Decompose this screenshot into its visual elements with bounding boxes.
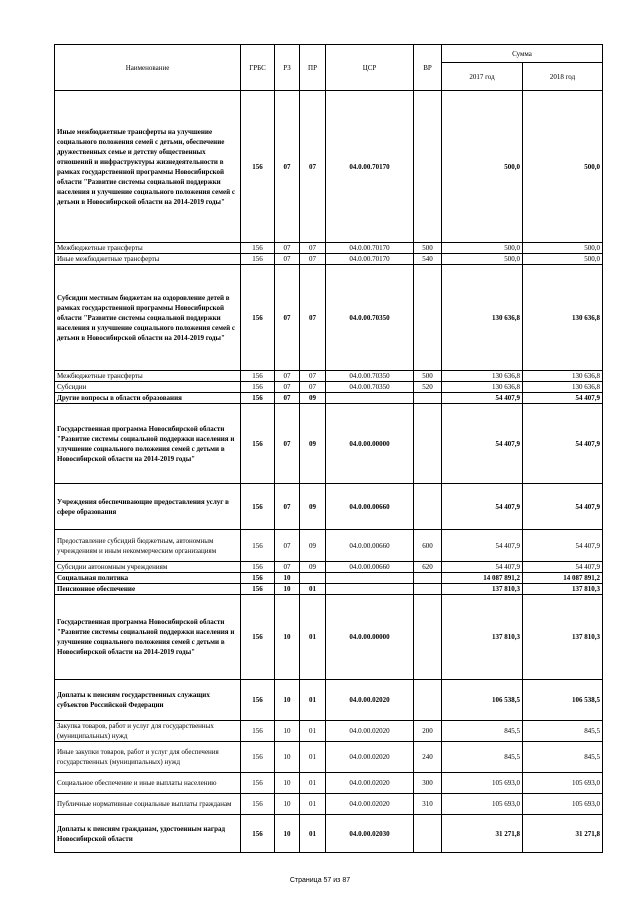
table-row xyxy=(55,404,603,484)
cell-grbs: 156 xyxy=(241,595,275,680)
cell-vr: 240 xyxy=(414,742,442,773)
cell-name: Социальное обеспечение и иные выплаты населению xyxy=(55,773,241,794)
cell-rz: 07 xyxy=(275,484,300,530)
cell-name: Иные закупки товаров, работ и услуг для обеспечения государственных (муниципальных) нужд xyxy=(55,742,241,773)
cell-s2018: 500,0 xyxy=(523,243,603,254)
cell-s2017: 106 538,5 xyxy=(442,680,523,721)
cell-pr: 01 xyxy=(300,721,326,742)
cell-s2017: 105 693,0 xyxy=(442,773,523,794)
table-row xyxy=(55,91,603,243)
cell-name: Другие вопросы в области образования xyxy=(55,393,241,404)
cell-rz: 10 xyxy=(275,773,300,794)
header-vr: ВР xyxy=(414,45,442,91)
cell-csr xyxy=(326,573,414,584)
cell-rz: 10 xyxy=(275,573,300,584)
table-body xyxy=(55,91,603,853)
cell-pr: 07 xyxy=(300,254,326,265)
table-row xyxy=(55,773,603,794)
cell-s2017: 137 810,3 xyxy=(442,595,523,680)
table-row xyxy=(55,371,603,382)
cell-rz: 10 xyxy=(275,721,300,742)
cell-grbs: 156 xyxy=(241,371,275,382)
cell-name: Публичные нормативные социальные выплаты гражданам xyxy=(55,794,241,815)
header-sum: Сумма xyxy=(442,45,603,63)
cell-s2018: 105 693,0 xyxy=(523,773,603,794)
table-row xyxy=(55,265,603,371)
cell-rz: 07 xyxy=(275,371,300,382)
cell-pr: 09 xyxy=(300,530,326,562)
cell-s2017: 845,5 xyxy=(442,742,523,773)
cell-s2018: 845,5 xyxy=(523,721,603,742)
cell-vr: 500 xyxy=(414,243,442,254)
cell-vr xyxy=(414,484,442,530)
cell-rz: 07 xyxy=(275,404,300,484)
cell-csr: 04.0.00.02020 xyxy=(326,680,414,721)
cell-s2018: 31 271,8 xyxy=(523,815,603,853)
cell-s2018: 54 407,9 xyxy=(523,393,603,404)
cell-s2017: 500,0 xyxy=(442,243,523,254)
cell-pr: 01 xyxy=(300,680,326,721)
cell-name: Социальная политика xyxy=(55,573,241,584)
cell-pr: 01 xyxy=(300,742,326,773)
cell-name: Межбюджетные трансферты xyxy=(55,371,241,382)
cell-s2017: 845,5 xyxy=(442,721,523,742)
cell-csr: 04.0.00.02020 xyxy=(326,773,414,794)
cell-name: Государственная программа Новосибирской области "Развитие системы социальной поддержки населения и улучшение социального положения семей с детьми в Новосибирской области на 2014-2019 годы" xyxy=(55,595,241,680)
header-2017: 2017 год xyxy=(442,63,523,91)
cell-s2018: 130 636,8 xyxy=(523,371,603,382)
cell-name: Субсидии автономным учреждениям xyxy=(55,562,241,573)
cell-name: Иные межбюджетные трансферты xyxy=(55,254,241,265)
cell-s2018: 54 407,9 xyxy=(523,562,603,573)
cell-name: Пенсионное обеспечение xyxy=(55,584,241,595)
cell-grbs: 156 xyxy=(241,382,275,393)
cell-name: Иные межбюджетные трансферты на улучшение социального положения семей с детьми, обеспечение дружественных семье и детству общественных отношений и инфраструктуры жизнедеятельности в рамках государственной программы Новосибирской области "Развитие системы социальной поддержки населения и улучшение социального положения семей с детьми в Новосибирской области на 2014-2019 годы" xyxy=(55,91,241,243)
cell-csr: 04.0.00.70350 xyxy=(326,265,414,371)
cell-grbs: 156 xyxy=(241,815,275,853)
header-name: Наименование xyxy=(55,45,241,91)
cell-vr xyxy=(414,404,442,484)
cell-vr: 540 xyxy=(414,254,442,265)
cell-name: Субсидии местным бюджетам на оздоровление детей в рамках государственной программы Новосибирской области "Развитие системы социальной поддержки населения и улучшение социального положения семей с детьми в Новосибирской области на 2014-2019 годы" xyxy=(55,265,241,371)
cell-s2017: 54 407,9 xyxy=(442,562,523,573)
table-row xyxy=(55,562,603,573)
cell-rz: 10 xyxy=(275,584,300,595)
cell-s2018: 845,5 xyxy=(523,742,603,773)
cell-csr: 04.0.00.02020 xyxy=(326,742,414,773)
cell-grbs: 156 xyxy=(241,404,275,484)
cell-pr: 07 xyxy=(300,243,326,254)
cell-vr: 310 xyxy=(414,794,442,815)
cell-grbs: 156 xyxy=(241,773,275,794)
cell-vr: 600 xyxy=(414,530,442,562)
cell-pr: 07 xyxy=(300,382,326,393)
cell-grbs: 156 xyxy=(241,794,275,815)
cell-rz: 07 xyxy=(275,254,300,265)
cell-csr: 04.0.00.00660 xyxy=(326,484,414,530)
table-row xyxy=(55,595,603,680)
table-row xyxy=(55,254,603,265)
cell-vr xyxy=(414,680,442,721)
cell-grbs: 156 xyxy=(241,584,275,595)
cell-rz: 07 xyxy=(275,562,300,573)
cell-s2018: 500,0 xyxy=(523,91,603,243)
cell-rz: 07 xyxy=(275,243,300,254)
cell-csr: 04.0.00.02020 xyxy=(326,721,414,742)
table-row xyxy=(55,573,603,584)
cell-s2017: 130 636,8 xyxy=(442,265,523,371)
cell-s2017: 14 087 891,2 xyxy=(442,573,523,584)
cell-vr xyxy=(414,815,442,853)
cell-s2017: 130 636,8 xyxy=(442,382,523,393)
cell-rz: 10 xyxy=(275,680,300,721)
cell-rz: 10 xyxy=(275,794,300,815)
cell-vr: 620 xyxy=(414,562,442,573)
cell-s2017: 105 693,0 xyxy=(442,794,523,815)
cell-name: Межбюджетные трансферты xyxy=(55,243,241,254)
cell-pr: 01 xyxy=(300,794,326,815)
cell-csr: 04.0.00.70170 xyxy=(326,91,414,243)
cell-grbs: 156 xyxy=(241,680,275,721)
cell-s2017: 54 407,9 xyxy=(442,484,523,530)
cell-name: Учреждения обеспечивающие предоставления услуг в сфере образования xyxy=(55,484,241,530)
cell-s2018: 54 407,9 xyxy=(523,530,603,562)
cell-csr xyxy=(326,393,414,404)
cell-name: Предоставление субсидий бюджетным, автономным учреждениям и иным некоммерческим организациям xyxy=(55,530,241,562)
cell-grbs: 156 xyxy=(241,742,275,773)
cell-s2017: 54 407,9 xyxy=(442,530,523,562)
cell-pr: 01 xyxy=(300,815,326,853)
cell-rz: 10 xyxy=(275,595,300,680)
cell-pr: 01 xyxy=(300,773,326,794)
table-row xyxy=(55,484,603,530)
cell-grbs: 156 xyxy=(241,91,275,243)
cell-s2018: 106 538,5 xyxy=(523,680,603,721)
cell-vr: 300 xyxy=(414,773,442,794)
cell-vr: 520 xyxy=(414,382,442,393)
cell-grbs: 156 xyxy=(241,393,275,404)
table-row xyxy=(55,815,603,853)
header-pr: ПР xyxy=(300,45,326,91)
cell-pr xyxy=(300,573,326,584)
cell-s2018: 130 636,8 xyxy=(523,265,603,371)
cell-s2018: 14 087 891,2 xyxy=(523,573,603,584)
cell-rz: 07 xyxy=(275,265,300,371)
cell-grbs: 156 xyxy=(241,562,275,573)
cell-pr: 01 xyxy=(300,584,326,595)
cell-vr xyxy=(414,584,442,595)
cell-csr: 04.0.00.00660 xyxy=(326,562,414,573)
cell-s2018: 500,0 xyxy=(523,254,603,265)
header-csr: ЦСР xyxy=(326,45,414,91)
cell-grbs: 156 xyxy=(241,530,275,562)
cell-vr xyxy=(414,265,442,371)
header-grbs: ГРБС xyxy=(241,45,275,91)
cell-s2018: 54 407,9 xyxy=(523,404,603,484)
cell-vr xyxy=(414,393,442,404)
cell-s2018: 137 810,3 xyxy=(523,595,603,680)
cell-csr: 04.0.00.70350 xyxy=(326,382,414,393)
cell-pr: 09 xyxy=(300,404,326,484)
cell-csr: 04.0.00.70350 xyxy=(326,371,414,382)
cell-vr: 200 xyxy=(414,721,442,742)
cell-rz: 07 xyxy=(275,530,300,562)
table-header xyxy=(55,45,603,91)
table-row xyxy=(55,680,603,721)
table-row xyxy=(55,794,603,815)
cell-pr: 07 xyxy=(300,265,326,371)
cell-csr: 04.0.00.00000 xyxy=(326,404,414,484)
cell-s2018: 105 693,0 xyxy=(523,794,603,815)
cell-s2017: 54 407,9 xyxy=(442,404,523,484)
cell-name: Доплаты к пенсиям гражданам, удостоенным наград Новосибирской области xyxy=(55,815,241,853)
cell-csr: 04.0.00.70170 xyxy=(326,254,414,265)
cell-name: Доплаты к пенсиям государственных служащих субъектов Российской Федерации xyxy=(55,680,241,721)
cell-pr: 09 xyxy=(300,484,326,530)
table-row xyxy=(55,584,603,595)
cell-s2017: 31 271,8 xyxy=(442,815,523,853)
cell-grbs: 156 xyxy=(241,573,275,584)
table-row xyxy=(55,530,603,562)
cell-vr xyxy=(414,595,442,680)
cell-s2018: 137 810,3 xyxy=(523,584,603,595)
cell-csr: 04.0.00.02030 xyxy=(326,815,414,853)
cell-grbs: 156 xyxy=(241,254,275,265)
table-row xyxy=(55,742,603,773)
cell-pr: 01 xyxy=(300,595,326,680)
cell-grbs: 156 xyxy=(241,265,275,371)
cell-csr: 04.0.00.02020 xyxy=(326,794,414,815)
cell-csr: 04.0.00.00000 xyxy=(326,595,414,680)
cell-pr: 09 xyxy=(300,393,326,404)
cell-name: Государственная программа Новосибирской области "Развитие системы социальной поддержки населения и улучшение социального положения семей с детьми в Новосибирской области на 2014-2019 годы" xyxy=(55,404,241,484)
cell-pr: 07 xyxy=(300,371,326,382)
cell-csr: 04.0.00.70170 xyxy=(326,243,414,254)
cell-vr: 500 xyxy=(414,371,442,382)
table-row xyxy=(55,393,603,404)
header-2018: 2018 год xyxy=(523,63,603,91)
cell-name: Закупка товаров, работ и услуг для государственных (муниципальных) нужд xyxy=(55,721,241,742)
cell-grbs: 156 xyxy=(241,484,275,530)
table-row xyxy=(55,243,603,254)
cell-pr: 07 xyxy=(300,91,326,243)
cell-s2017: 54 407,9 xyxy=(442,393,523,404)
cell-s2017: 500,0 xyxy=(442,91,523,243)
cell-rz: 10 xyxy=(275,742,300,773)
cell-s2018: 130 636,8 xyxy=(523,382,603,393)
table-row xyxy=(55,721,603,742)
cell-s2017: 500,0 xyxy=(442,254,523,265)
cell-grbs: 156 xyxy=(241,721,275,742)
cell-csr xyxy=(326,584,414,595)
cell-grbs: 156 xyxy=(241,243,275,254)
cell-s2018: 54 407,9 xyxy=(523,484,603,530)
header-rz: РЗ xyxy=(275,45,300,91)
cell-csr: 04.0.00.00660 xyxy=(326,530,414,562)
cell-rz: 07 xyxy=(275,393,300,404)
page-number: Страница 57 из 87 xyxy=(289,877,351,884)
cell-rz: 10 xyxy=(275,815,300,853)
table-row xyxy=(55,382,603,393)
cell-s2017: 137 810,3 xyxy=(442,584,523,595)
cell-rz: 07 xyxy=(275,382,300,393)
cell-name: Субсидии xyxy=(55,382,241,393)
cell-s2017: 130 636,8 xyxy=(442,371,523,382)
budget-table xyxy=(54,44,603,853)
cell-vr xyxy=(414,91,442,243)
cell-vr xyxy=(414,573,442,584)
cell-rz: 07 xyxy=(275,91,300,243)
cell-pr: 09 xyxy=(300,562,326,573)
